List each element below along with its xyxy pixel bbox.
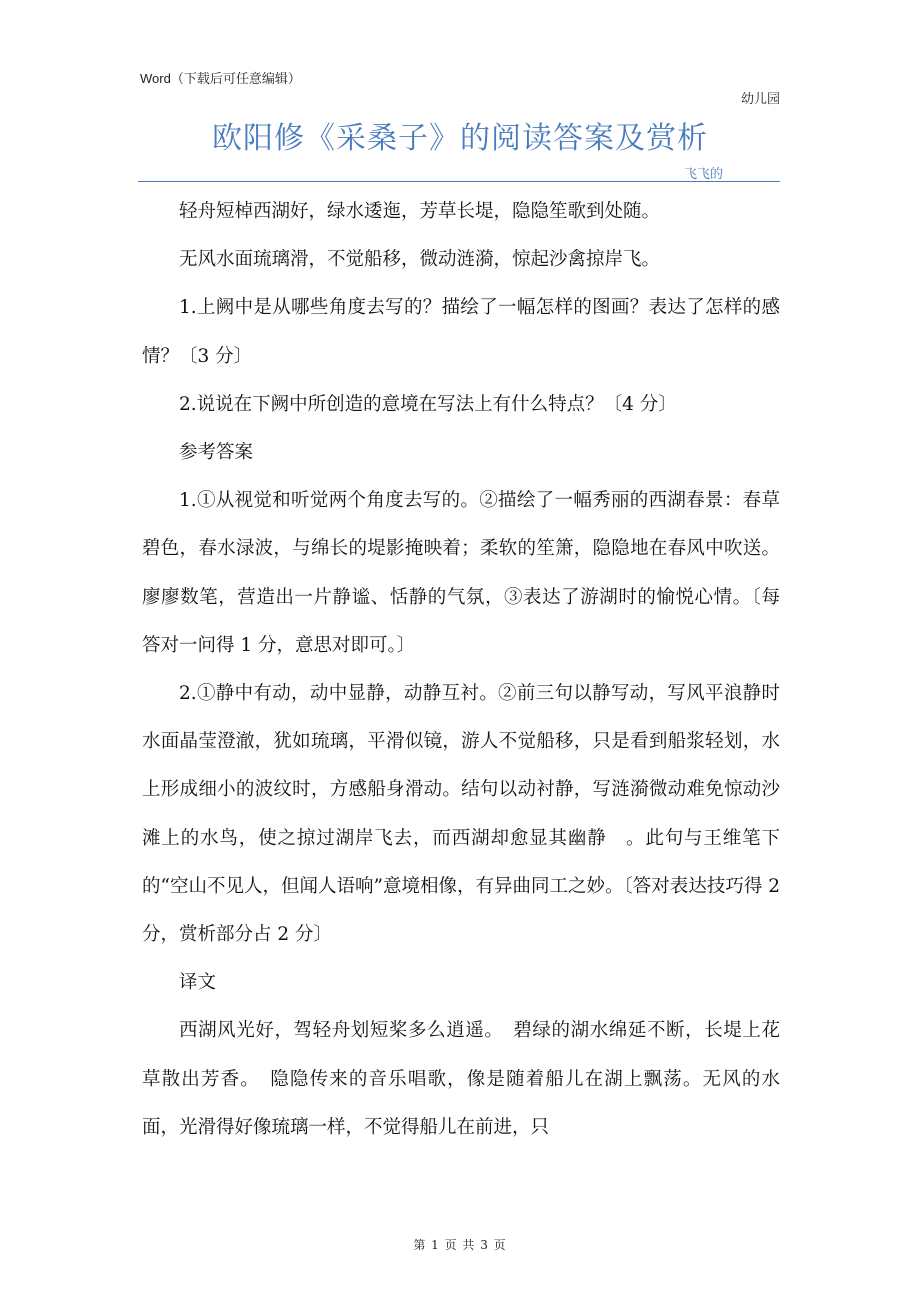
category-label: 幼儿园 [740,92,780,107]
document-body [142,188,780,1152]
question-2: 2.说说在下阙中所创造的意境在写法上有什么特点？〔4 分〕 [179,393,677,415]
translation-heading: 译文 [179,972,217,994]
poem-line-1: 轻舟短棹西湖好，绿水逶迤，芳草长堤，隐隐笙歌到处随。 [179,201,661,222]
answer-heading: 参考答案 [179,442,254,464]
question-1: 1.上阙中是从哪些角度去写的？描绘了一幅怎样的图画？表达了怎样的感情？〔3 分〕 [142,297,780,367]
download-note: Word（下载后可任意编辑） [140,71,301,86]
header-divider [138,181,780,182]
page-number: 第 1 页 共 3 页 [413,1238,507,1252]
answer-1: 1.①从视觉和听觉两个角度去写的。②描绘了一幅秀丽的西湖春景：春草碧色，春水渌波，与绵长的堤影掩映着；柔软的笙箫，隐隐地在春风中吹送。廖廖数笔，营造出一片静谧、恬静的气氛，③表达了游湖时的愉悦心情。〔每答对一问得 1 分，意思对即可。〕 [142,490,780,656]
poem-line-2: 无风水面琉璃滑，不觉船移，微动涟漪，惊起沙禽掠岸飞。 [179,249,661,271]
answer-2: 2.①静中有动，动中显静，动静互衬。②前三句以静写动，写风平浪静时水面晶莹澄澈，犹如琉璃，平滑似镜，游人不觉船移，只是看到船浆轻划，水上形成细小的波纹时，方感船身滑动。结句以动衬静，写涟漪微动难免惊动沙滩上的水鸟，使之掠过湖岸飞去，而西湖却愈显其幽静 。此句与王维笔下的“空山不见人，但闻人语响”意境相像，有异曲同工之妙。〔答对表达技巧得 2 分，赏析部分占 2 分〕 [142,683,780,946]
document-title: 欧阳修《采桑子》的阅读答案及赏析 [212,121,708,156]
translation-text: 西湖风光好，驾轻舟划短桨多么逍遥。 碧绿的湖水绵延不断，长堤上花草散出芳香。 隐隐传来的音乐唱歌，像是随着船儿在湖上飘荡。无风的水面，光滑得好像琉璃一样，不觉得船儿在前进，只 [142,1020,780,1138]
author-name: 飞飞的 [684,167,724,182]
